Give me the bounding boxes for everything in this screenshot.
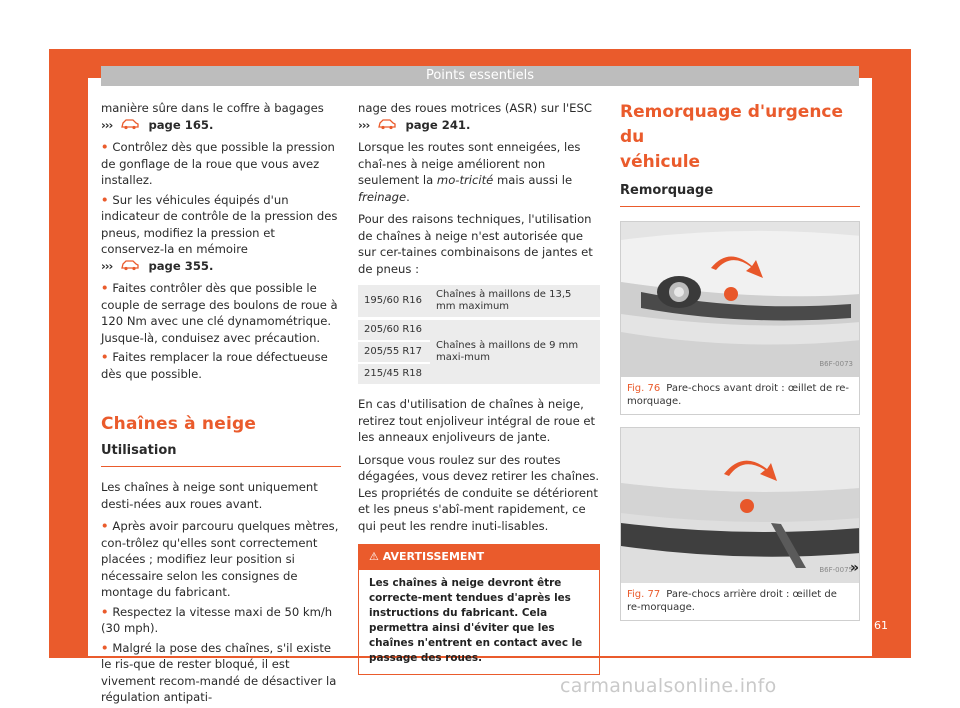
section-header: Points essentiels [101, 66, 859, 86]
column-2 [358, 100, 600, 675]
paragraph [101, 258, 341, 275]
car-icon [377, 118, 397, 130]
list-item: • Contrôlez dès que possible la pression de gonflage de la roue que vous avez installez. [101, 140, 335, 187]
table-row [358, 285, 600, 317]
list-item: • Respectez la vitesse maxi de 50 km/h (30 mph). [101, 604, 333, 635]
table-cell: Chaînes à maillons de 13,5 mm maximum [430, 285, 600, 317]
paragraph: Lorsque vous roulez sur des routes dégagées, vous devez retirer les chaînes. Les propriétés de conduite se détériorent et les pneus s'abî-ment rapidement, ce qui peut les rendre inuti-lisables. [358, 452, 600, 533]
chains-table [358, 285, 600, 384]
section-title: Chaînes à neige [101, 414, 257, 434]
page-number: 61 [874, 619, 888, 632]
list-item: • Sur les véhicules équipés d'un indicateur de contrôle de la pression des pneus, modifiez la pression et conservez-la en mémoire [101, 192, 338, 256]
table-cell: 195/60 R16 [358, 285, 430, 317]
figure-caption: Fig. 77 Pare-chocs arrière droit : œillet de re-morquage. [627, 588, 837, 613]
list-item: • Faites remplacer la roue défectueuse dès que possible. [101, 350, 328, 381]
table-row [358, 320, 600, 340]
page-reference[interactable]: ››› page 165. [101, 117, 214, 132]
table-cell: Chaînes à maillons de 9 mm maxi-mum [430, 320, 600, 384]
watermark: carmanualsonline.info [560, 675, 777, 697]
front-bumper-illustration [621, 222, 859, 377]
bumper-front-image: B6F-0073 [621, 222, 859, 377]
column-1 [101, 100, 341, 708]
paragraph: Les chaînes à neige sont uniquement desti-nées aux roues avant. [101, 480, 318, 511]
page-reference[interactable]: ››› page 241. [358, 117, 471, 132]
figure-77 [620, 427, 860, 621]
subsection-title: Utilisation [101, 443, 341, 468]
page-reference[interactable]: ››› page 355. [101, 258, 214, 273]
table-cell: 205/55 R17 [358, 340, 430, 362]
warning-text: Les chaînes à neige devront être correcte-ment tendues d'après les instructions du fabricant. Cela permettra ainsi d'éviter que les chaînes n'entrent en contact avec le passage des roues. [369, 576, 583, 664]
warning-header: ⚠ AVERTISSEMENT [359, 545, 599, 570]
rear-bumper-illustration [621, 428, 859, 583]
continue-marker: » [850, 560, 860, 576]
column-3 [620, 100, 860, 633]
figure-caption: Fig. 76 Pare-chocs avant droit : œillet de re-morquage. [627, 382, 849, 407]
figure-76 [620, 221, 860, 415]
paragraph: Lorsque les routes sont enneigées, les chaî-nes à neige améliorent non seulement la mo-tricité mais aussi le freinage. [358, 140, 581, 204]
car-icon [120, 118, 140, 130]
list-item: • Faites contrôler dès que possible le couple de serrage des boulons de roue à 120 Nm avec une clé dynamométrique. Jusque-là, conduisez avec précaution. [101, 281, 338, 345]
table-cell: 205/60 R16 [358, 320, 430, 340]
paragraph: En cas d'utilisation de chaînes à neige, retirez tout enjoliveur intégral de roue et les anneaux enjoliveurs de jante. [358, 397, 596, 444]
paragraph: manière sûre dans le coffre à bagages ››› page 165. [101, 101, 324, 132]
list-item: • Malgré la pose des chaînes, s'il existe le ris-que de rester bloqué, il est vivement recom-mandé de désactiver la régulation antipati- [101, 640, 337, 704]
car-icon [120, 259, 140, 271]
warning-icon: ⚠ [369, 550, 379, 563]
table-cell: 215/45 R18 [358, 362, 430, 384]
warning-box [358, 544, 600, 675]
subsection-title: Remorquage [620, 183, 860, 207]
list-item: • Après avoir parcouru quelques mètres, con-trôlez qu'elles sont correctement placées ; modifiez leur position si nécessaire selon les consignes de montage du fabricant. [101, 519, 339, 599]
paragraph: nage des roues motrices (ASR) sur l'ESC ››› page 241. [358, 101, 592, 132]
section-title: Remorquage d'urgence du véhicule [620, 102, 844, 172]
bumper-rear-image: B6F-0075 [621, 428, 859, 583]
paragraph: Pour des raisons techniques, l'utilisation de chaînes à neige n'est autorisée que sur cer-taines combinaisons de jantes et de pneus : [358, 212, 593, 276]
